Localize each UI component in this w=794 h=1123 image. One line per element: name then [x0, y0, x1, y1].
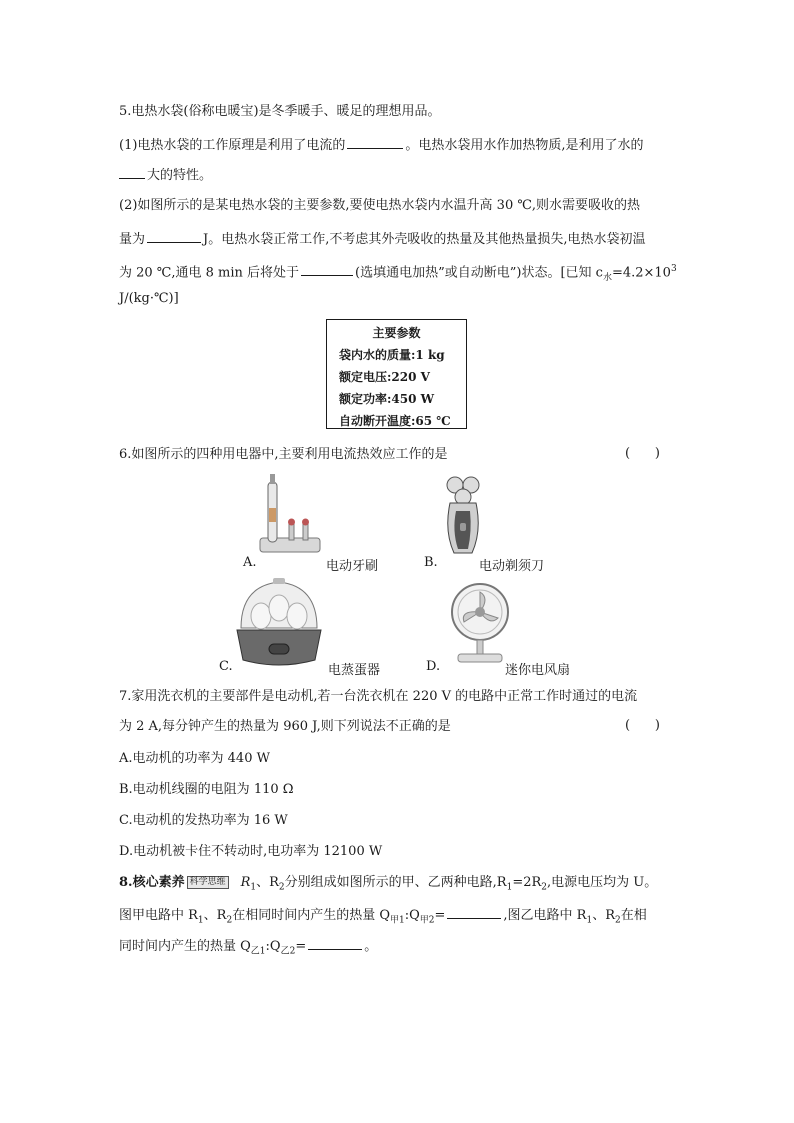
parameter-row: 袋内水的质量:1 kg	[339, 348, 445, 362]
answer-blank[interactable]	[347, 135, 403, 149]
mini-fan-image	[446, 580, 516, 666]
q7-stem-line2: 为 2 A,每分钟产生的热量为 960 J,则下列说法不正确的是	[119, 719, 451, 734]
answer-blank[interactable]	[119, 165, 145, 179]
q7-stem-line1: 7.家用洗衣机的主要部件是电动机,若一台洗衣机在 220 V 的电路中正常工作时通过的电流	[119, 689, 638, 704]
science-thinking-badge: 科学思维	[187, 876, 229, 889]
q6-option-c-name: 电蒸蛋器	[328, 663, 381, 678]
parameter-row: 额定电压:220 V	[339, 370, 430, 384]
egg-steamer-image	[233, 578, 325, 668]
q6-option-d-name: 迷你电风扇	[505, 663, 571, 678]
q6-option-b-name: 电动剃须刀	[479, 559, 545, 574]
q8-line3: 同时间内产生的热量 $Q_{乙1}:Q_{乙2}=$ 。	[119, 936, 377, 961]
q6-stem: 6.如图所示的四种用电器中,主要利用电流热效应工作的是	[119, 447, 448, 462]
q6-option-c-letter: C.	[219, 659, 233, 674]
q6-option-b-letter: B.	[424, 555, 438, 570]
parameter-table	[326, 319, 467, 429]
q6-option-d-letter: D.	[426, 659, 441, 674]
q7-answer-paren[interactable]: ( )	[625, 718, 660, 733]
q5-part2-line2: 量为 J。电热水袋正常工作,不考虑其外壳吸收的热量及其他热量损失,电热水袋初温	[119, 229, 646, 249]
q7-option-c[interactable]: C.电动机的发热功率为 16 W	[119, 813, 288, 828]
q5-intro: 5.电热水袋(俗称电暖宝)是冬季暖手、暖足的理想用品。	[119, 104, 441, 119]
q7-option-d[interactable]: D.电动机被卡住不转动时,电功率为 12100 W	[119, 844, 383, 859]
q7-option-a[interactable]: A.电动机的功率为 440 W	[119, 751, 270, 766]
answer-blank[interactable]	[308, 936, 362, 950]
q8-line2: 图甲电路中 $R_1$、$R_2$在相同时间内产生的热量 $Q_{甲1}:Q_{甲2}=$ ,图乙电路中 $R_1$、$R_2$在相	[119, 905, 647, 930]
answer-blank[interactable]	[147, 229, 201, 243]
q8-line1: 8.核心素养 科学思维 $R_1$、$R_2$分别组成如图所示的甲、乙两种电路$,R_1=2R_2$,电源电压均为 U。	[119, 875, 658, 893]
q7-option-b[interactable]: B.电动机线圈的电阻为 110 Ω	[119, 782, 294, 797]
toothbrush-image	[256, 472, 324, 558]
q5-part1-line1: (1)电热水袋的工作原理是利用了电流的 。电热水袋用水作加热物质,是利用了水的	[119, 135, 644, 155]
q5-part2-line1: (2)如图所示的是某电热水袋的主要参数,要使电热水袋内水温升高 30 ℃,则水需要吸收的热	[119, 198, 641, 213]
q6-answer-paren[interactable]: ( )	[625, 446, 660, 461]
answer-blank[interactable]	[301, 262, 353, 276]
answer-blank[interactable]	[447, 905, 501, 919]
q8-number-label: 8.核心素养	[119, 875, 185, 890]
q5-part2-line4: J/(kg·℃)]	[119, 291, 179, 306]
parameter-row: 额定功率:450 W	[339, 392, 435, 406]
q6-option-a-letter: A.	[243, 555, 257, 570]
parameter-row: 自动断开温度:65 ℃	[339, 414, 451, 428]
q5-part1-line2: 大的特性。	[119, 165, 212, 185]
shaver-image	[438, 471, 488, 557]
q5-part2-line3: 为 20 ℃,通电 8 min 后将处于 (选填通电加热”或自动断电”)状态。[已知 $c_水=4.2\times 10^3$	[119, 264, 677, 283]
q6-option-a-name: 电动牙刷	[326, 559, 379, 574]
parameter-table-title: 主要参数	[372, 326, 421, 340]
